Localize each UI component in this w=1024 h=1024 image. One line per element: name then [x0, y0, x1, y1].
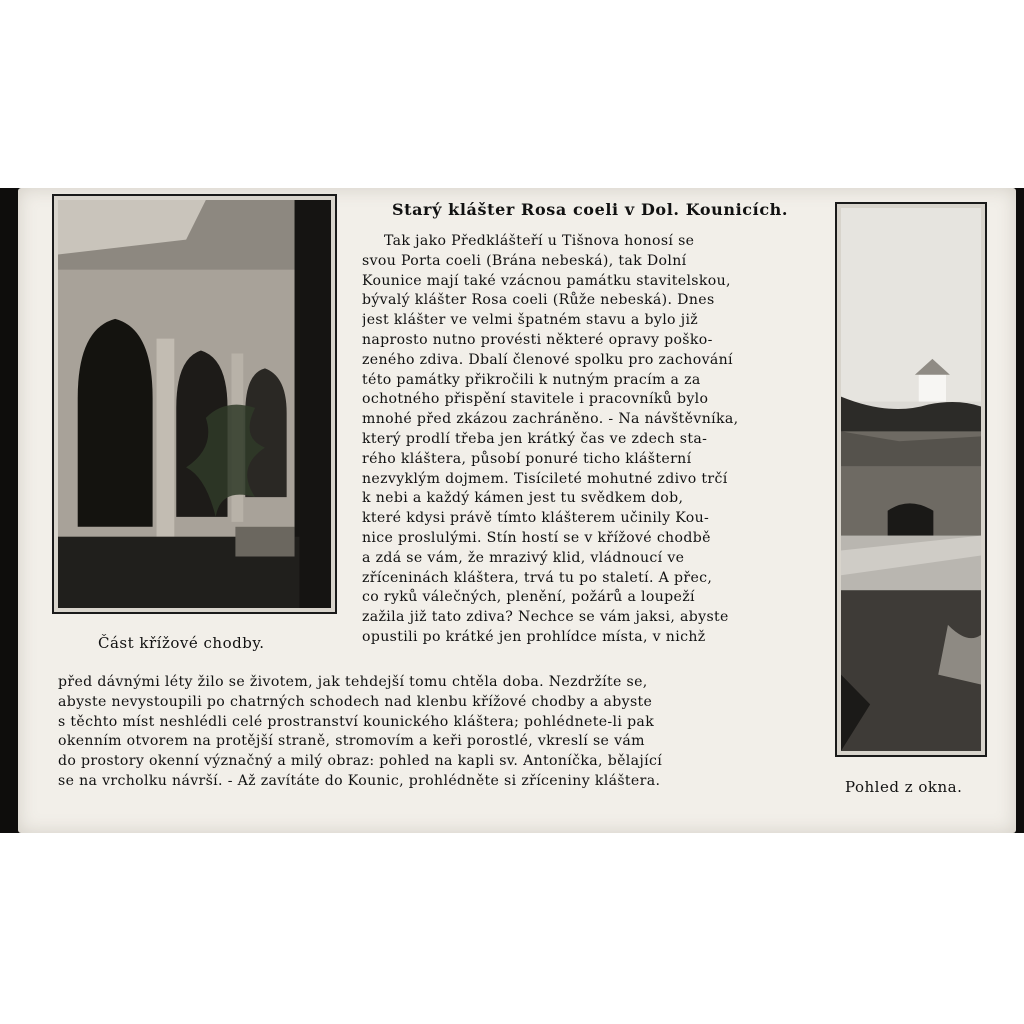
text-line: který prodlí třeba jen krátký čas ve zdech sta- [362, 430, 708, 447]
caption-right: Pohled z okna. [845, 778, 963, 796]
window-view-photo [835, 202, 987, 757]
text-line: Kounice mají také vzácnou památku stavitelskou, [362, 272, 731, 289]
text-line: bývalý klášter Rosa coeli (Růže nebeská). Dnes [362, 292, 715, 309]
text-line: zříceninách kláštera, trvá tu po staletí. A přec, [362, 569, 713, 586]
text-line: opustili po krátké jen prohlídce místa, v nichž [362, 628, 706, 645]
text-line: před dávnými léty žilo se životem, jak tehdejší tomu chtěla doba. Nezdržíte se, [58, 674, 648, 690]
text-line: které kdysi právě tímto klášterem učinily Kou- [362, 510, 710, 527]
window-view-image [841, 208, 981, 751]
caption-left: Část křížové chodby. [98, 634, 265, 652]
cloister-photo-image [58, 200, 331, 608]
text-line: se na vrcholku návrší. - Až zavítáte do Kounic, prohlédněte si zříceniny kláštera. [58, 772, 661, 789]
text-line: mnohé před zkázou zachráněno. - Na návštěvníka, [362, 411, 739, 428]
article-column-text [362, 232, 817, 648]
text-line: co ryků válečných, plenění, požárů a loupeží [362, 589, 695, 606]
text-line: svou Porta coeli (Brána nebeská), tak Dolní [362, 252, 687, 269]
text-line: abyste nevystoupili po chatrných schodech nad klenbu křížové chodby a abyste [58, 693, 653, 710]
text-line: zažila již tato zdiva? Nechce se vám jaksi, abyste [362, 609, 729, 626]
text-line: k nebi a každý kámen jest tu svědkem dob, [362, 490, 684, 507]
cloister-photo [52, 194, 337, 614]
text-line: jest klášter ve velmi špatném stavu a bylo již [362, 312, 699, 329]
text-line: a zdá se vám, že mrazivý klid, vládnoucí ve [362, 549, 685, 566]
text-line: nezvyklým dojmem. Tisícileté mohutné zdivo trčí [362, 470, 728, 487]
article-title: Starý klášter Rosa coeli v Dol. Kounicích. [391, 200, 789, 219]
text-line: okenním otvorem na protější straně, stromovím a keři porostlé, vkreslí se vám [58, 733, 645, 750]
text-line: do prostory okenní význačný a milý obraz: pohled na kapli sv. Antoníčka, bělající [58, 753, 663, 770]
text-line: naprosto nutno provésti některé opravy poško- [362, 331, 713, 348]
text-line: Tak jako Předklášteří u Tišnova honosí se [384, 233, 695, 249]
text-line: rého kláštera, působí ponuré ticho klášterní [362, 450, 692, 467]
text-line: zeného zdiva. Dbalí členové spolku pro zachování [362, 351, 733, 368]
text-line: ochotného přispění stavitele i pracovníků bylo [362, 391, 709, 408]
article-wide-text [58, 673, 816, 792]
text-line: s těchto míst neshlédli celé prostranství kounického kláštera; pohlédnete-li pak [58, 713, 655, 730]
text-line: této památky přikročili k nutným pracím a za [362, 371, 701, 388]
text-line: nice proslulými. Stín hostí se v křížové chodbě [362, 529, 711, 546]
